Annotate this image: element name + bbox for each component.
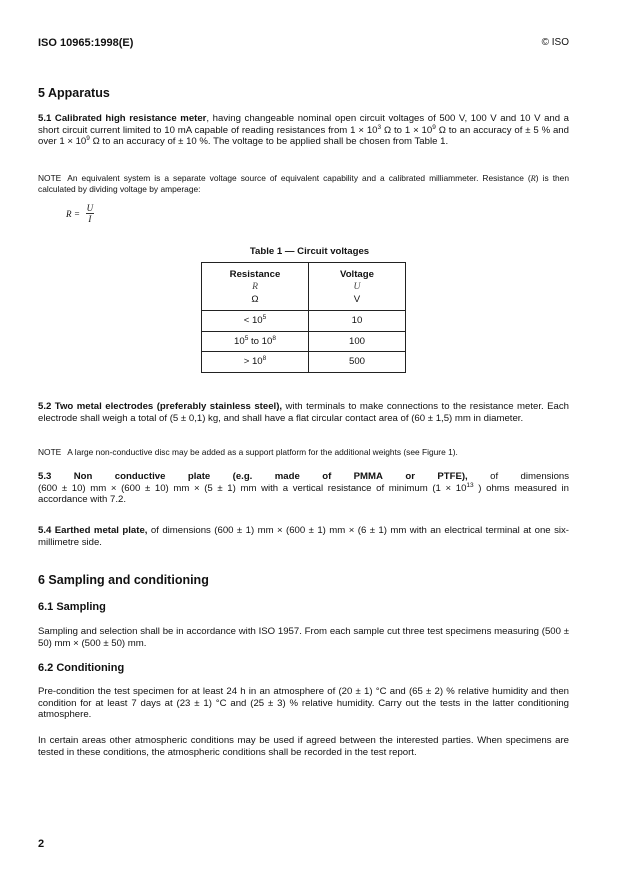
- table-1-title: Table 1 — Circuit voltages: [249, 246, 370, 257]
- clause-5-2: 5.2 Two metal electrodes (preferably stainless steel), with terminals to make connections to the resistance meter. Each electrode shall weigh a total of (5 ± 0,1) kg, and shall have a flat circular contact area of (60 ± 1,5) mm in diameter.: [38, 401, 569, 424]
- fraction: $\frac{U}{I}$: [86, 203, 94, 224]
- table-header-row: [202, 263, 406, 311]
- clause-5-4-title: 5.4 Earthed metal plate,: [38, 525, 148, 536]
- conditioning-paragraph-2: In certain areas other atmospheric conditions may be used if agreed between the interested parties. When specimens are tested in these conditions, the atmospheric conditions shall be recorded in the test report.: [38, 735, 569, 758]
- table-row: [202, 311, 406, 332]
- note-label: NOTE: [38, 447, 62, 457]
- note-equivalent-system: NOTE An equivalent system is a separate voltage source of equivalent capability and a calibrated milliammeter. Resistance (R) is then calculated by dividing voltage by amperage:: [38, 173, 569, 195]
- resistance-formula: R = $\frac{U}{I}$: [66, 203, 94, 224]
- page-number: 2: [38, 838, 45, 850]
- cell-voltage: 10: [309, 311, 406, 332]
- note-support-disc: NOTE A large non-conductive disc may be added as a support platform for the additional weights (see Figure 1).: [38, 447, 458, 457]
- header-resistance: Resistance R Ω: [202, 263, 309, 311]
- copyright-mark: © ISO: [541, 37, 569, 48]
- conditioning-paragraph-1: Pre-condition the test specimen for at least 24 h in an atmosphere of (20 ± 1) °C and (65 ± 2) % relative humidity and then condition for at least 7 days at (23 ± 1) °C and (25 ± 3) % relative humidity. Carry out the tests in the latter conditioning atmosphere.: [38, 686, 569, 721]
- section-6-2-heading: 6.2 Conditioning: [38, 662, 125, 674]
- clause-5-1-title: 5.1 Calibrated high resistance meter: [38, 113, 207, 124]
- cell-voltage: 100: [309, 331, 406, 352]
- clause-5-1: 5.1 Calibrated high resistance meter, having changeable nominal open circuit voltages of 500 V, 100 V and 10 V and a short circuit current limited to 10 mA capable of reading resistances from $1 \times 10^3$ Ω to $1 \times 10^9$ Ω to an accuracy of ± 5 % and over $1 \times 10^9$ Ω to an accuracy of ± 10 %. The voltage to be applied shall be chosen from Table 1.: [38, 113, 569, 148]
- clause-5-2-title: 5.2 Two metal electrodes (preferably stainless steel),: [38, 401, 283, 412]
- table-row: [202, 331, 406, 352]
- cell-resistance: $10^5$ to $10^8$: [202, 331, 309, 352]
- note-label: NOTE: [38, 173, 62, 183]
- section-6-heading: 6 Sampling and conditioning: [38, 573, 209, 587]
- clause-5-3: 5.3 Non conductive plate (e.g. made of PMMA or PTFE), of dimensions (600 ± 10) mm × (600 ± 10) mm × (5 ± 1) mm with a vertical resistance of minimum ($1 \times 10^{13}$ ) ohms measured in accordance with 7.2.: [38, 471, 570, 506]
- table-row: [202, 352, 406, 373]
- circuit-voltages-table: [201, 262, 406, 373]
- clause-5-3-title-line: 5.3 Non conductive plate (e.g. made of PMMA or PTFE), of dimensions: [38, 471, 570, 482]
- sampling-paragraph: Sampling and selection shall be in accordance with ISO 1957. From each sample cut three test specimens measuring (500 ± 50) mm × (500 ± 50) mm.: [38, 626, 569, 649]
- clause-5-4: 5.4 Earthed metal plate, of dimensions (600 ± 1) mm × (600 ± 1) mm × (6 ± 1) mm with an electrical terminal at one six-millimetre side.: [38, 525, 569, 548]
- document-id: ISO 10965:1998(E): [38, 37, 134, 49]
- cell-voltage: 500: [309, 352, 406, 373]
- section-5-heading: 5 Apparatus: [38, 86, 110, 100]
- cell-resistance: > $10^8$: [202, 352, 309, 373]
- cell-resistance: < $10^5$: [202, 311, 309, 332]
- header-voltage: Voltage U V: [309, 263, 406, 311]
- section-6-1-heading: 6.1 Sampling: [38, 601, 106, 613]
